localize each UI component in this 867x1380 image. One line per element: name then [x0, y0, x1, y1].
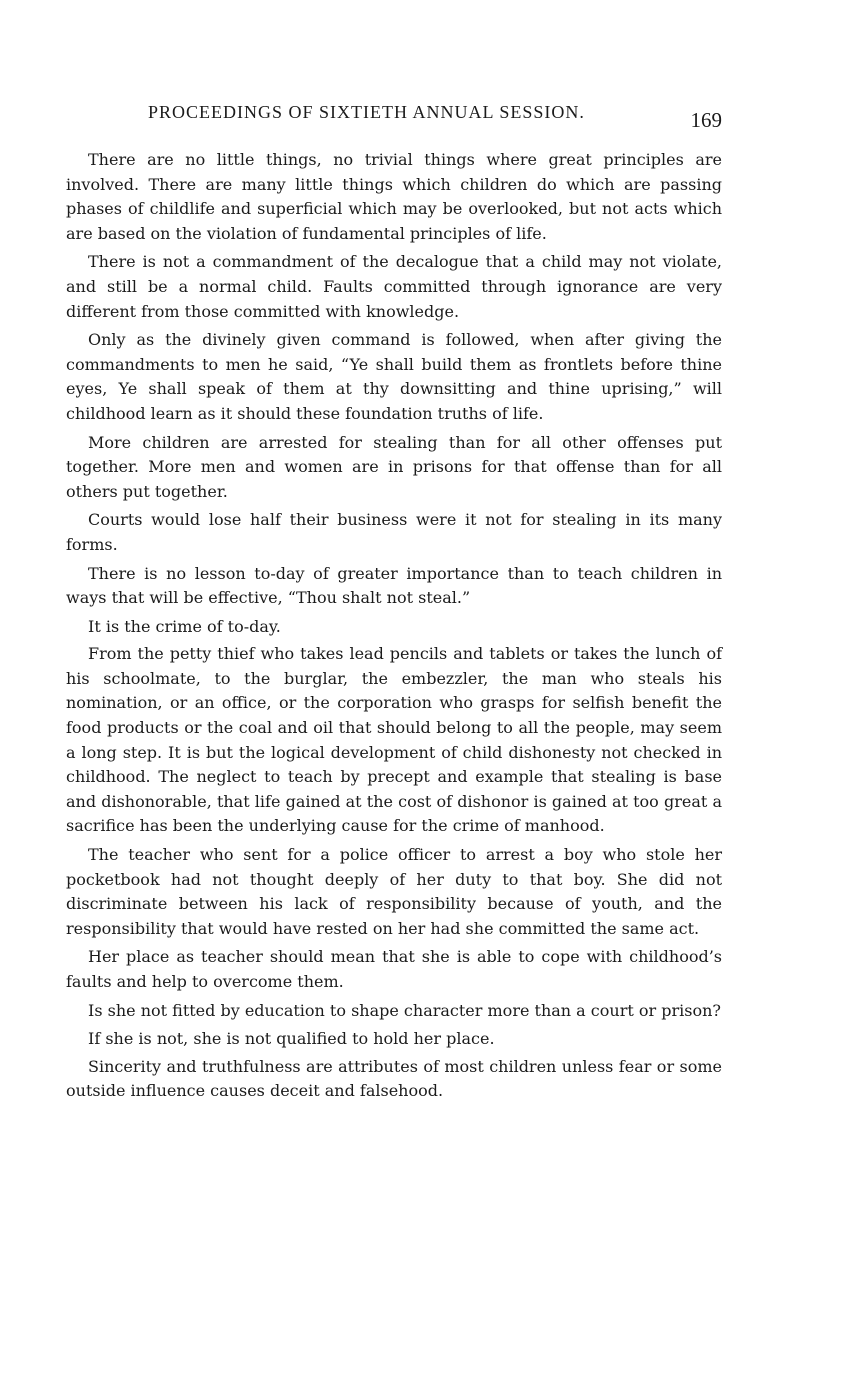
paragraph: It is the crime of to-day. — [88, 616, 281, 636]
paragraph: There are no little things, no trivial things where great principles are involved. There are many little things which children do which are passing phases of childlife and superficial which may be overlooked, but not acts which are based on the violation of fundamental principles of life. — [66, 150, 722, 243]
paragraph: From the petty thief who takes lead pencils and tablets or takes the lunch of his schoolmate, to the burglar, the embezzler, the man who steals his nomination, or an office, or the corporation who grasps for selfish benefit the food products or the coal and oil that should belong to all the people, may seem a long step. It is but the logical development of child dishonesty not checked in childhood. The neglect to teach by precept and example that stealing is base and dishonorable, that life gained at the cost of dishonor is gained at too great a sacrifice has been the underlying cause for the crime of manhood. — [66, 644, 722, 836]
paragraph: More children are arrested for stealing than for all other offenses put together. More men and women are in prisons for that offense than for all others put together. — [66, 432, 722, 501]
paragraph: There is no lesson to-day of greater importance than to teach children in ways that will be effective, “Thou shalt not steal.” — [66, 563, 722, 608]
paragraph: Is she not fitted by education to shape character more than a court or prison? — [88, 1000, 721, 1020]
running-title: PROCEEDINGS OF SIXTIETH ANNUAL SESSION. — [148, 102, 585, 122]
paragraph: Sincerity and truthfulness are attributes of most children unless fear or some outside influence causes deceit and falsehood. — [66, 1056, 722, 1101]
paragraph: Her place as teacher should mean that she is able to cope with childhood’s faults and help to overcome them. — [66, 947, 722, 991]
paragraph: The teacher who sent for a police officer to arrest a boy who stole her pocketbook had not thought deeply of her duty to that boy. She did not discriminate between his lack of responsibility because of youth, and the responsibility that would have rested on her had she committed the same act. — [66, 845, 722, 938]
paragraph: If she is not, she is not qualified to hold her place. — [88, 1029, 495, 1049]
paragraph: Only as the divinely given command is followed, when after giving the commandments to men he said, “Ye shall build them as frontlets before thine eyes, Ye shall speak of them at thy downsitting and thine uprising,” will childhood learn as it should these foundation truths of life. — [66, 330, 722, 423]
body-text — [66, 148, 722, 1108]
page-number: 169 — [690, 108, 722, 132]
paragraph: Courts would lose half their business were it not for stealing in its many forms. — [66, 510, 722, 554]
paragraph: There is not a commandment of the decalogue that a child may not violate, and still be a normal child. Faults committed through ignorance are very different from those committed with knowledge. — [66, 252, 722, 321]
running-head — [60, 102, 720, 132]
